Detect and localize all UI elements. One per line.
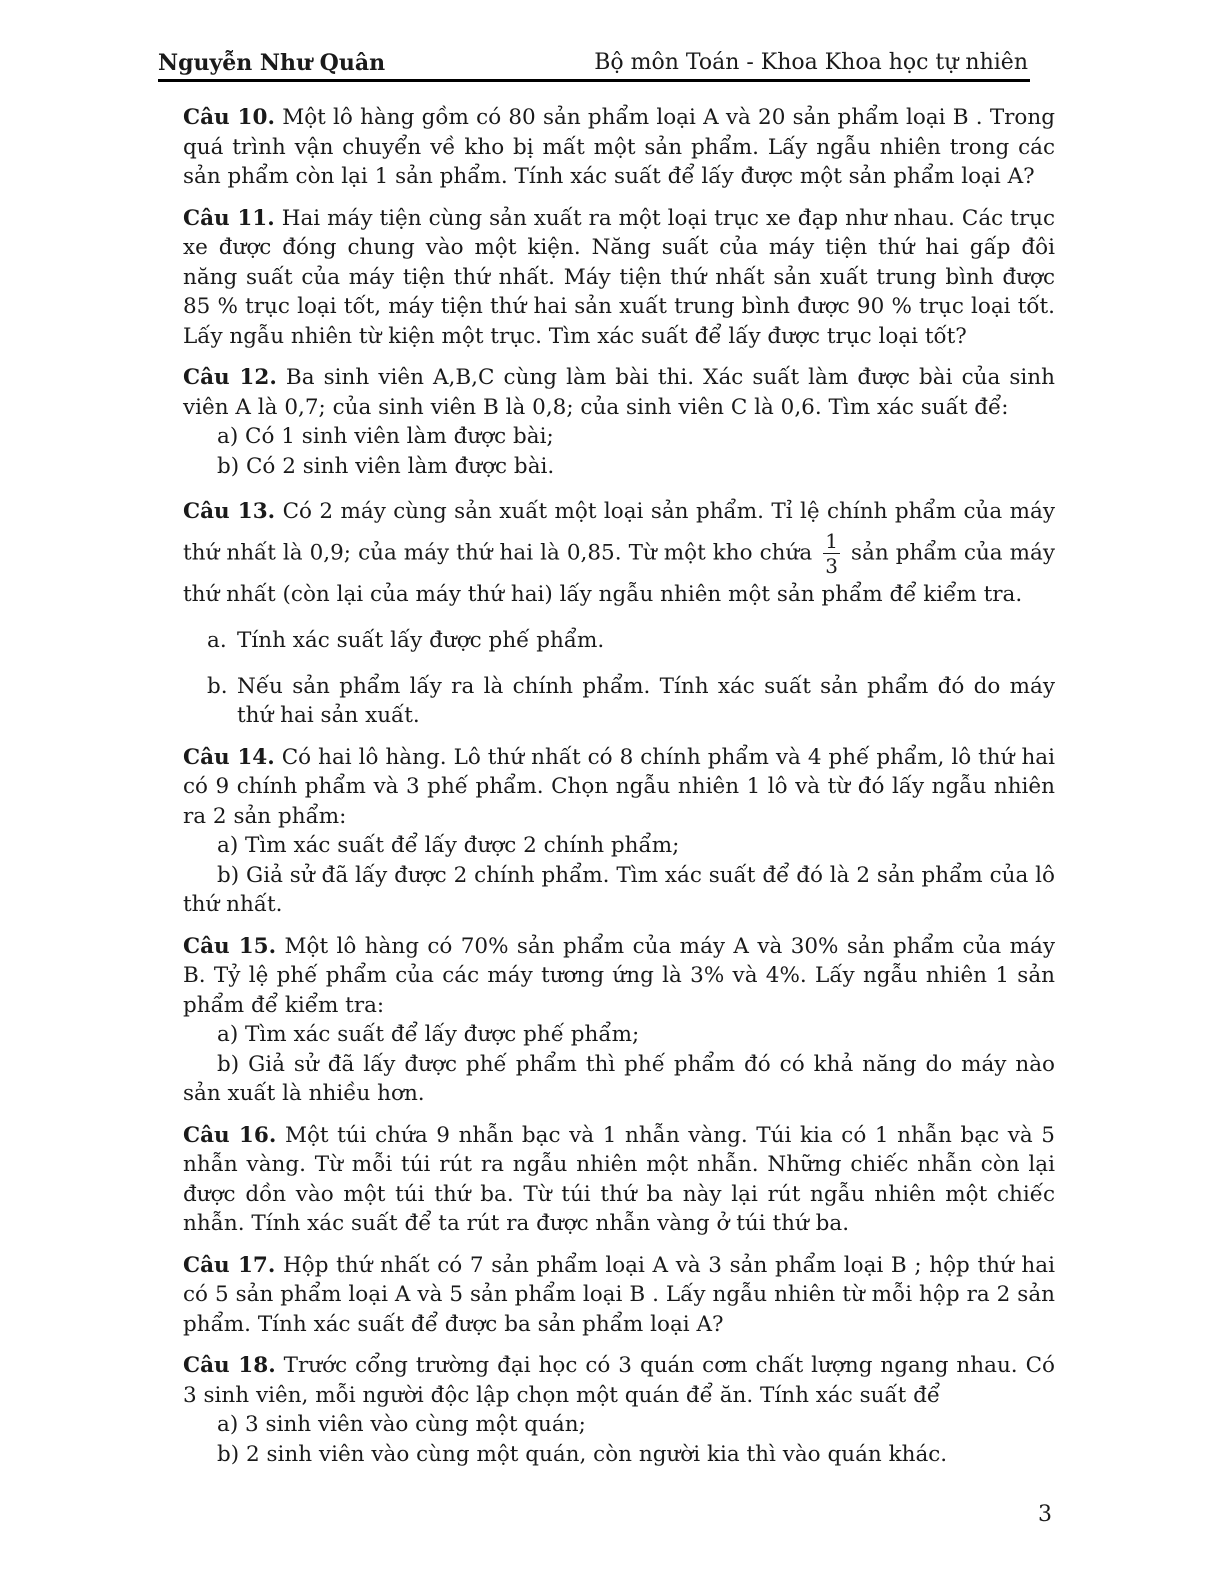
question-15: [183, 932, 1055, 1109]
sub-item-a: a) 3 sinh viên vào cùng một quán;: [217, 1412, 586, 1437]
fraction-denominator: 3: [825, 554, 838, 578]
question-10: [183, 103, 1055, 192]
fraction-one-third: [823, 531, 840, 576]
question-label: Câu 13.: [183, 499, 276, 524]
question-label: Câu 16.: [183, 1122, 277, 1148]
question-label: Câu 17.: [183, 1252, 276, 1278]
page-content: [183, 103, 1055, 1481]
list-text: Tính xác suất lấy được phế phẩm.: [237, 628, 605, 653]
question-label: Câu 10.: [183, 105, 275, 130]
question-label: Câu 18.: [183, 1353, 276, 1378]
question-text: Hộp thứ nhất có 7 sản phẩm loại A và 3 sản phẩm loại B ; hộp thứ hai có 5 sản phẩm loại A và 5 sản phẩm loại B . Lấy ngẫu nhiên từ mỗi hộp ra 2 sản phẩm. Tính xác suất để được ba sản phẩm loại A?: [183, 1252, 1055, 1337]
question-text: Hai máy tiện cùng sản xuất ra một loại trục xe đạp như nhau. Các trục xe được đóng chung vào một kiện. Năng suất của máy tiện thứ hai gấp đôi năng suất của máy tiện thứ nhất. Máy tiện thứ nhất sản xuất trung bình được 85 % trục loại tốt, máy tiện thứ hai sản xuất trung bình được 90 % trục loại tốt. Lấy ngẫu nhiên từ kiện một trục. Tìm xác suất để lấy được trục loại tốt?: [183, 205, 1055, 349]
sub-item-a: a) Tìm xác suất để lấy được 2 chính phẩm;: [217, 833, 680, 858]
question-text: Một lô hàng có 70% sản phẩm của máy A và 30% sản phẩm của máy B. Tỷ lệ phế phẩm của các máy tương ứng là 3% và 4%. Lấy ngẫu nhiên 1 sản phẩm để kiểm tra:: [183, 933, 1055, 1018]
list-item-b: [183, 672, 1055, 731]
question-text: Một lô hàng gồm có 80 sản phẩm loại A và 20 sản phẩm loại B . Trong quá trình vận chuyển về kho bị mất một sản phẩm. Lấy ngẫu nhiên trong các sản phẩm còn lại 1 sản phẩm. Tính xác suất để lấy được một sản phẩm loại A?: [183, 105, 1055, 189]
question-18: [183, 1351, 1055, 1469]
question-16: [183, 1121, 1055, 1239]
question-13: [183, 493, 1055, 731]
question-12: [183, 363, 1055, 481]
page-number: 3: [1038, 1502, 1052, 1527]
sub-item-b: b) Giả sử đã lấy được 2 chính phẩm. Tìm xác suất để đó là 2 sản phẩm của lô thứ nhất.: [183, 862, 1055, 917]
question-text: Có 2 máy cùng sản xuất một loại sản phẩm. Tỉ lệ chính phẩm của máy thứ nhất là 0,9; của máy thứ hai là 0,85. Từ một kho chứa: [183, 499, 1055, 566]
question-label: Câu 15.: [183, 933, 277, 959]
department-name: Bộ môn Toán - Khoa Khoa học tự nhiên: [594, 50, 1028, 75]
page-header: [158, 50, 1028, 80]
list-marker: b.: [207, 673, 228, 699]
question-17: [183, 1251, 1055, 1340]
author-name: Nguyễn Như Quân: [158, 50, 386, 76]
question-text: Một túi chứa 9 nhẫn bạc và 1 nhẫn vàng. Túi kia có 1 nhẫn bạc và 5 nhẫn vàng. Từ mỗi túi rút ra ngẫu nhiên một nhẫn. Những chiếc nhẫn còn lại được dồn vào một túi thứ ba. Từ túi thứ ba này lại rút ngẫu nhiên một chiếc nhẫn. Tính xác suất để ta rút ra được nhẫn vàng ở túi thứ ba.: [183, 1122, 1055, 1236]
list-text: Nếu sản phẩm lấy ra là chính phẩm. Tính xác suất sản phẩm đó do máy thứ hai sản xuất.: [237, 673, 1055, 728]
question-13-body: [183, 493, 1055, 614]
question-11: [183, 204, 1055, 352]
header-rule: [158, 79, 1030, 82]
question-text-continued: sản phẩm của máy thứ nhất (còn lại của máy thứ hai) lấy ngẫu nhiên một sản phẩm để kiểm tra.: [183, 540, 1055, 607]
question-text: Có hai lô hàng. Lô thứ nhất có 8 chính phẩm và 4 phế phẩm, lô thứ hai có 9 chính phẩm và 3 phế phẩm. Chọn ngẫu nhiên 1 lô và từ đó lấy ngẫu nhiên ra 2 sản phẩm:: [183, 744, 1055, 829]
sub-item-a: a) Có 1 sinh viên làm được bài;: [217, 424, 554, 449]
sub-item-b: b) Có 2 sinh viên làm được bài.: [217, 453, 555, 479]
question-text: Trước cổng trường đại học có 3 quán cơm chất lượng ngang nhau. Có 3 sinh viên, mỗi người độc lập chọn một quán để ăn. Tính xác suất để: [183, 1353, 1055, 1408]
sub-item-a: a) Tìm xác suất để lấy được phế phẩm;: [217, 1022, 640, 1047]
question-label: Câu 14.: [183, 744, 275, 770]
sub-item-b: b) Giả sử đã lấy được phế phẩm thì phế phẩm đó có khả năng do máy nào sản xuất là nhiều hơn.: [183, 1051, 1055, 1106]
question-14: [183, 743, 1055, 920]
sub-item-b: b) 2 sinh viên vào cùng một quán, còn người kia thì vào quán khác.: [217, 1441, 948, 1467]
list-item-a: [183, 626, 1055, 656]
fraction-numerator: 1: [825, 529, 838, 553]
question-label: Câu 11.: [183, 205, 275, 231]
question-label: Câu 12.: [183, 365, 277, 390]
question-text: Ba sinh viên A,B,C cùng làm bài thi. Xác suất làm được bài của sinh viên A là 0,7; của sinh viên B là 0,8; của sinh viên C là 0,6. Tìm xác suất để:: [183, 365, 1055, 420]
list-marker: a.: [207, 628, 227, 653]
